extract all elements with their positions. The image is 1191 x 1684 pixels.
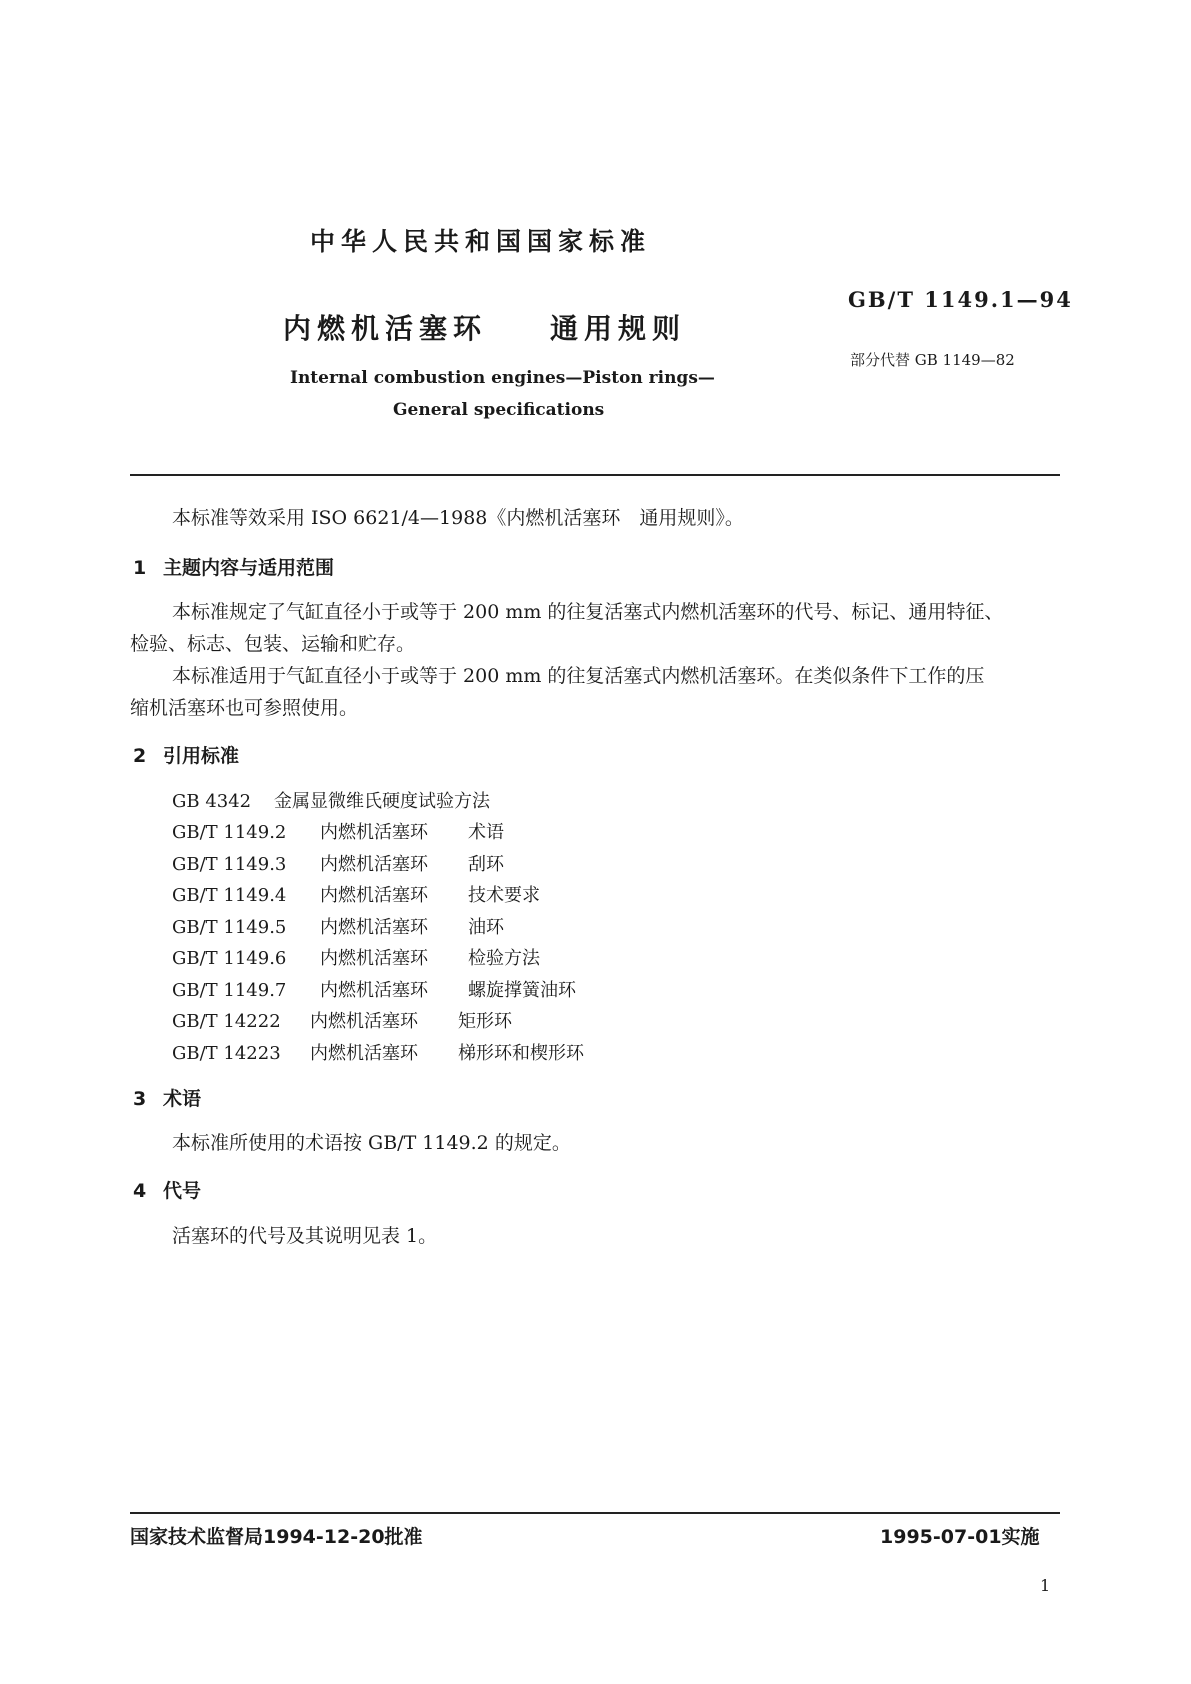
reference-item: [172, 1038, 584, 1070]
reference-code: GB/T 1149.4: [172, 885, 287, 906]
standard-title-en-line2: General specifications: [393, 400, 605, 420]
section-4-title: 代号: [163, 1180, 202, 1202]
section-3-title: 术语: [163, 1088, 202, 1110]
section-2-number: 2: [133, 745, 147, 767]
reference-item: [172, 912, 504, 944]
reference-code: GB/T 1149.3: [172, 854, 287, 875]
reference-code: GB/T 1149.5: [172, 917, 287, 938]
reference-name: 内燃机活塞环: [310, 1011, 418, 1032]
section-1-heading: [133, 553, 334, 580]
reference-name: 内燃机活塞环: [310, 1043, 418, 1064]
reference-part: 技术要求: [468, 885, 540, 906]
standard-code: GB/T 1149.1—94: [848, 287, 1073, 312]
section-4-paragraph: 活塞环的代号及其说明见表 1。: [172, 1225, 438, 1247]
section-1-para1-line2: 检验、标志、包装、运输和贮存。: [130, 633, 416, 655]
reference-part: 螺旋撑簧油环: [468, 980, 576, 1001]
page-number: 1: [1040, 1576, 1051, 1595]
reference-part: 检验方法: [468, 948, 540, 969]
section-3-heading: [133, 1084, 201, 1111]
section-3-number: 3: [133, 1088, 147, 1110]
reference-code: GB/T 14222: [172, 1011, 281, 1032]
reference-code: GB/T 1149.2: [172, 822, 287, 843]
reference-item: [172, 817, 504, 849]
standard-title-cn: 内燃机活塞环 通用规则: [283, 312, 686, 345]
reference-code: GB 4342: [172, 791, 252, 812]
reference-code: GB/T 1149.6: [172, 948, 287, 969]
national-standard-heading: 中华人民共和国国家标准: [310, 227, 652, 256]
reference-name: 内燃机活塞环: [320, 917, 428, 938]
section-4-heading: [133, 1176, 201, 1203]
section-1-title: 主题内容与适用范围: [163, 557, 335, 579]
reference-name: 内燃机活塞环: [320, 885, 428, 906]
footer-divider: [130, 1512, 1060, 1514]
section-1-number: 1: [133, 557, 147, 579]
section-4-number: 4: [133, 1180, 147, 1202]
standard-title-en-line1: Internal combustion engines—Piston rings—: [290, 368, 715, 388]
reference-part: 油环: [468, 917, 504, 938]
reference-item: [172, 880, 540, 912]
approval-date: 国家技术监督局1994-12-20批准: [130, 1526, 423, 1548]
intro-paragraph: 本标准等效采用 ISO 6621/4—1988《内燃机活塞环 通用规则》。: [172, 507, 744, 529]
reference-name: 内燃机活塞环: [320, 948, 428, 969]
reference-item: [172, 1006, 512, 1038]
reference-name: 金属显微维氏硬度试验方法: [274, 791, 490, 812]
replaces-note: 部分代替 GB 1149—82: [850, 351, 1015, 369]
reference-name: 内燃机活塞环: [320, 822, 428, 843]
reference-item: [172, 849, 504, 881]
reference-name: 内燃机活塞环: [320, 980, 428, 1001]
section-2-title: 引用标准: [163, 745, 240, 767]
section-1-para2-line2: 缩机活塞环也可参照使用。: [130, 697, 359, 719]
reference-name: 内燃机活塞环: [320, 854, 428, 875]
reference-part: 刮环: [468, 854, 504, 875]
effective-date: 1995-07-01实施: [880, 1526, 1040, 1548]
reference-code: GB/T 1149.7: [172, 980, 287, 1001]
header-divider: [130, 474, 1060, 476]
section-1-para1-line1: 本标准规定了气缸直径小于或等于 200 mm 的往复活塞式内燃机活塞环的代号、标记、通用特征、: [172, 601, 1004, 623]
section-1-para2-line1: 本标准适用于气缸直径小于或等于 200 mm 的往复活塞式内燃机活塞环。在类似条件下工作的压: [172, 665, 985, 687]
reference-part: 梯形环和楔形环: [458, 1043, 584, 1064]
reference-part: 术语: [468, 822, 504, 843]
section-2-heading: [133, 741, 239, 768]
reference-part: 矩形环: [458, 1011, 512, 1032]
reference-item: [172, 786, 490, 818]
section-3-paragraph: 本标准所使用的术语按 GB/T 1149.2 的规定。: [172, 1132, 571, 1154]
reference-code: GB/T 14223: [172, 1043, 281, 1064]
reference-item: [172, 943, 540, 975]
reference-item: [172, 975, 576, 1007]
